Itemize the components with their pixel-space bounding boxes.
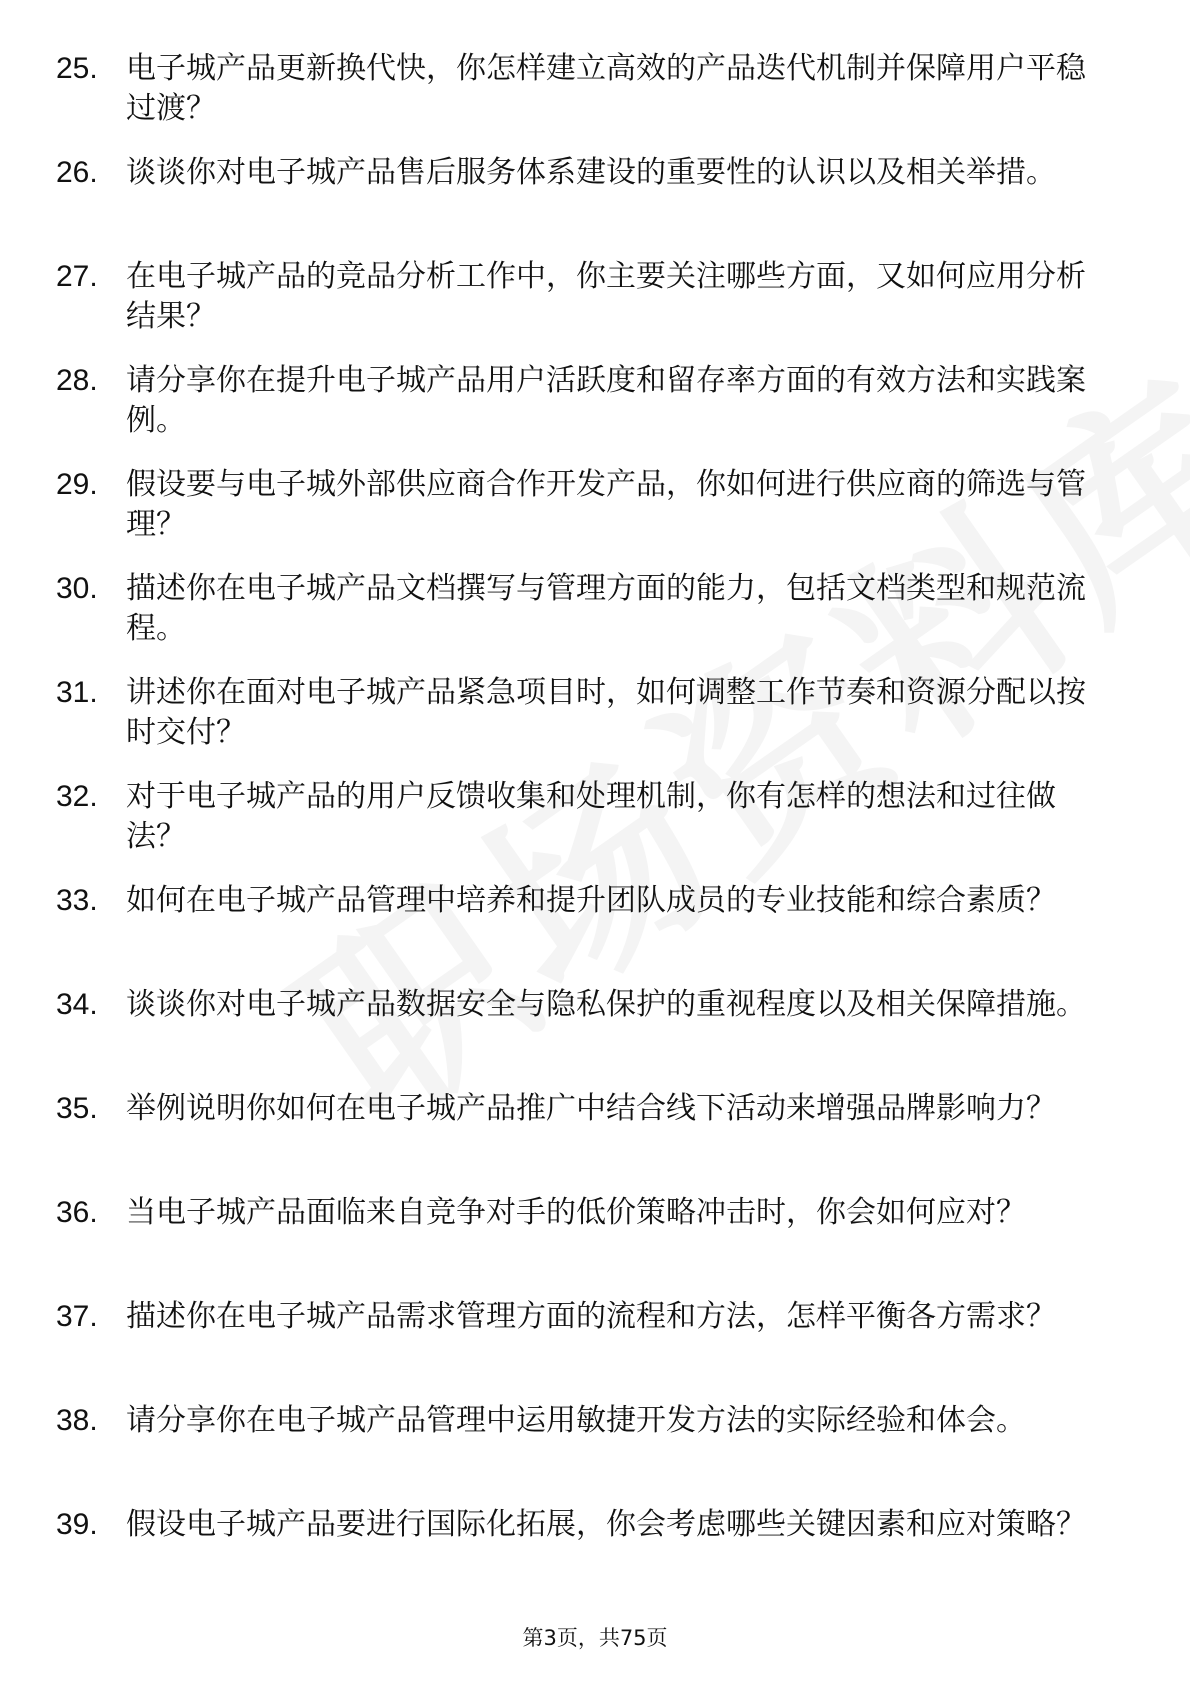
question-text: 讲述你在面对电子城产品紧急项目时，如何调整工作节奏和资源分配以按时交付？ — [126, 675, 1086, 750]
page-footer: 第3页，共75页 — [522, 1626, 668, 1650]
question-text: 电子城产品更新换代快，你怎样建立高效的产品迭代机制并保障用户平稳过渡？ — [126, 51, 1086, 126]
list-item — [0, 153, 1190, 257]
question-text: 如何在电子城产品管理中培养和提升团队成员的专业技能和综合素质？ — [126, 883, 1056, 918]
question-text: 请分享你在提升电子城产品用户活跃度和留存率方面的有效方法和实践案例。 — [126, 363, 1086, 438]
list-item — [0, 1089, 1190, 1193]
list-item — [0, 777, 1190, 881]
question-number: 28. — [56, 364, 98, 397]
question-number: 30. — [56, 572, 98, 605]
question-text: 假设要与电子城外部供应商合作开发产品，你如何进行供应商的筛选与管理？ — [126, 467, 1086, 542]
question-number: 29. — [56, 468, 98, 501]
question-number: 35. — [56, 1092, 98, 1125]
question-number: 25. — [56, 52, 98, 85]
question-number: 27. — [56, 260, 98, 293]
question-number: 31. — [56, 676, 98, 709]
list-item — [0, 49, 1190, 153]
question-text: 谈谈你对电子城产品售后服务体系建设的重要性的认识以及相关举措。 — [126, 155, 1056, 190]
question-number: 37. — [56, 1300, 98, 1333]
question-text: 请分享你在电子城产品管理中运用敏捷开发方法的实际经验和体会。 — [126, 1403, 1026, 1438]
question-text: 在电子城产品的竞品分析工作中，你主要关注哪些方面，又如何应用分析结果？ — [126, 259, 1086, 334]
question-text: 对于电子城产品的用户反馈收集和处理机制，你有怎样的想法和过往做法？ — [126, 779, 1056, 854]
question-number: 32. — [56, 780, 98, 813]
question-text: 当电子城产品面临来自竞争对手的低价策略冲击时，你会如何应对？ — [126, 1195, 1026, 1230]
question-text: 谈谈你对电子城产品数据安全与隐私保护的重视程度以及相关保障措施。 — [126, 987, 1086, 1022]
question-text: 描述你在电子城产品文档撰写与管理方面的能力，包括文档类型和规范流程。 — [126, 571, 1086, 646]
question-text: 举例说明你如何在电子城产品推广中结合线下活动来增强品牌影响力？ — [126, 1091, 1056, 1126]
question-number: 36. — [56, 1196, 98, 1229]
list-item — [0, 465, 1190, 569]
list-item — [0, 569, 1190, 673]
question-number: 39. — [56, 1508, 98, 1541]
list-item — [0, 1401, 1190, 1505]
question-number: 38. — [56, 1404, 98, 1437]
list-item — [0, 1297, 1190, 1401]
list-item — [0, 673, 1190, 777]
list-item — [0, 1193, 1190, 1297]
list-item — [0, 361, 1190, 465]
question-number: 26. — [56, 156, 98, 189]
question-list — [0, 49, 1190, 1609]
question-text: 假设电子城产品要进行国际化拓展，你会考虑哪些关键因素和应对策略？ — [126, 1507, 1086, 1542]
list-item — [0, 881, 1190, 985]
question-text: 描述你在电子城产品需求管理方面的流程和方法，怎样平衡各方需求？ — [126, 1299, 1056, 1334]
question-number: 34. — [56, 988, 98, 1021]
list-item — [0, 257, 1190, 361]
question-number: 33. — [56, 884, 98, 917]
list-item — [0, 1505, 1190, 1609]
list-item — [0, 985, 1190, 1089]
